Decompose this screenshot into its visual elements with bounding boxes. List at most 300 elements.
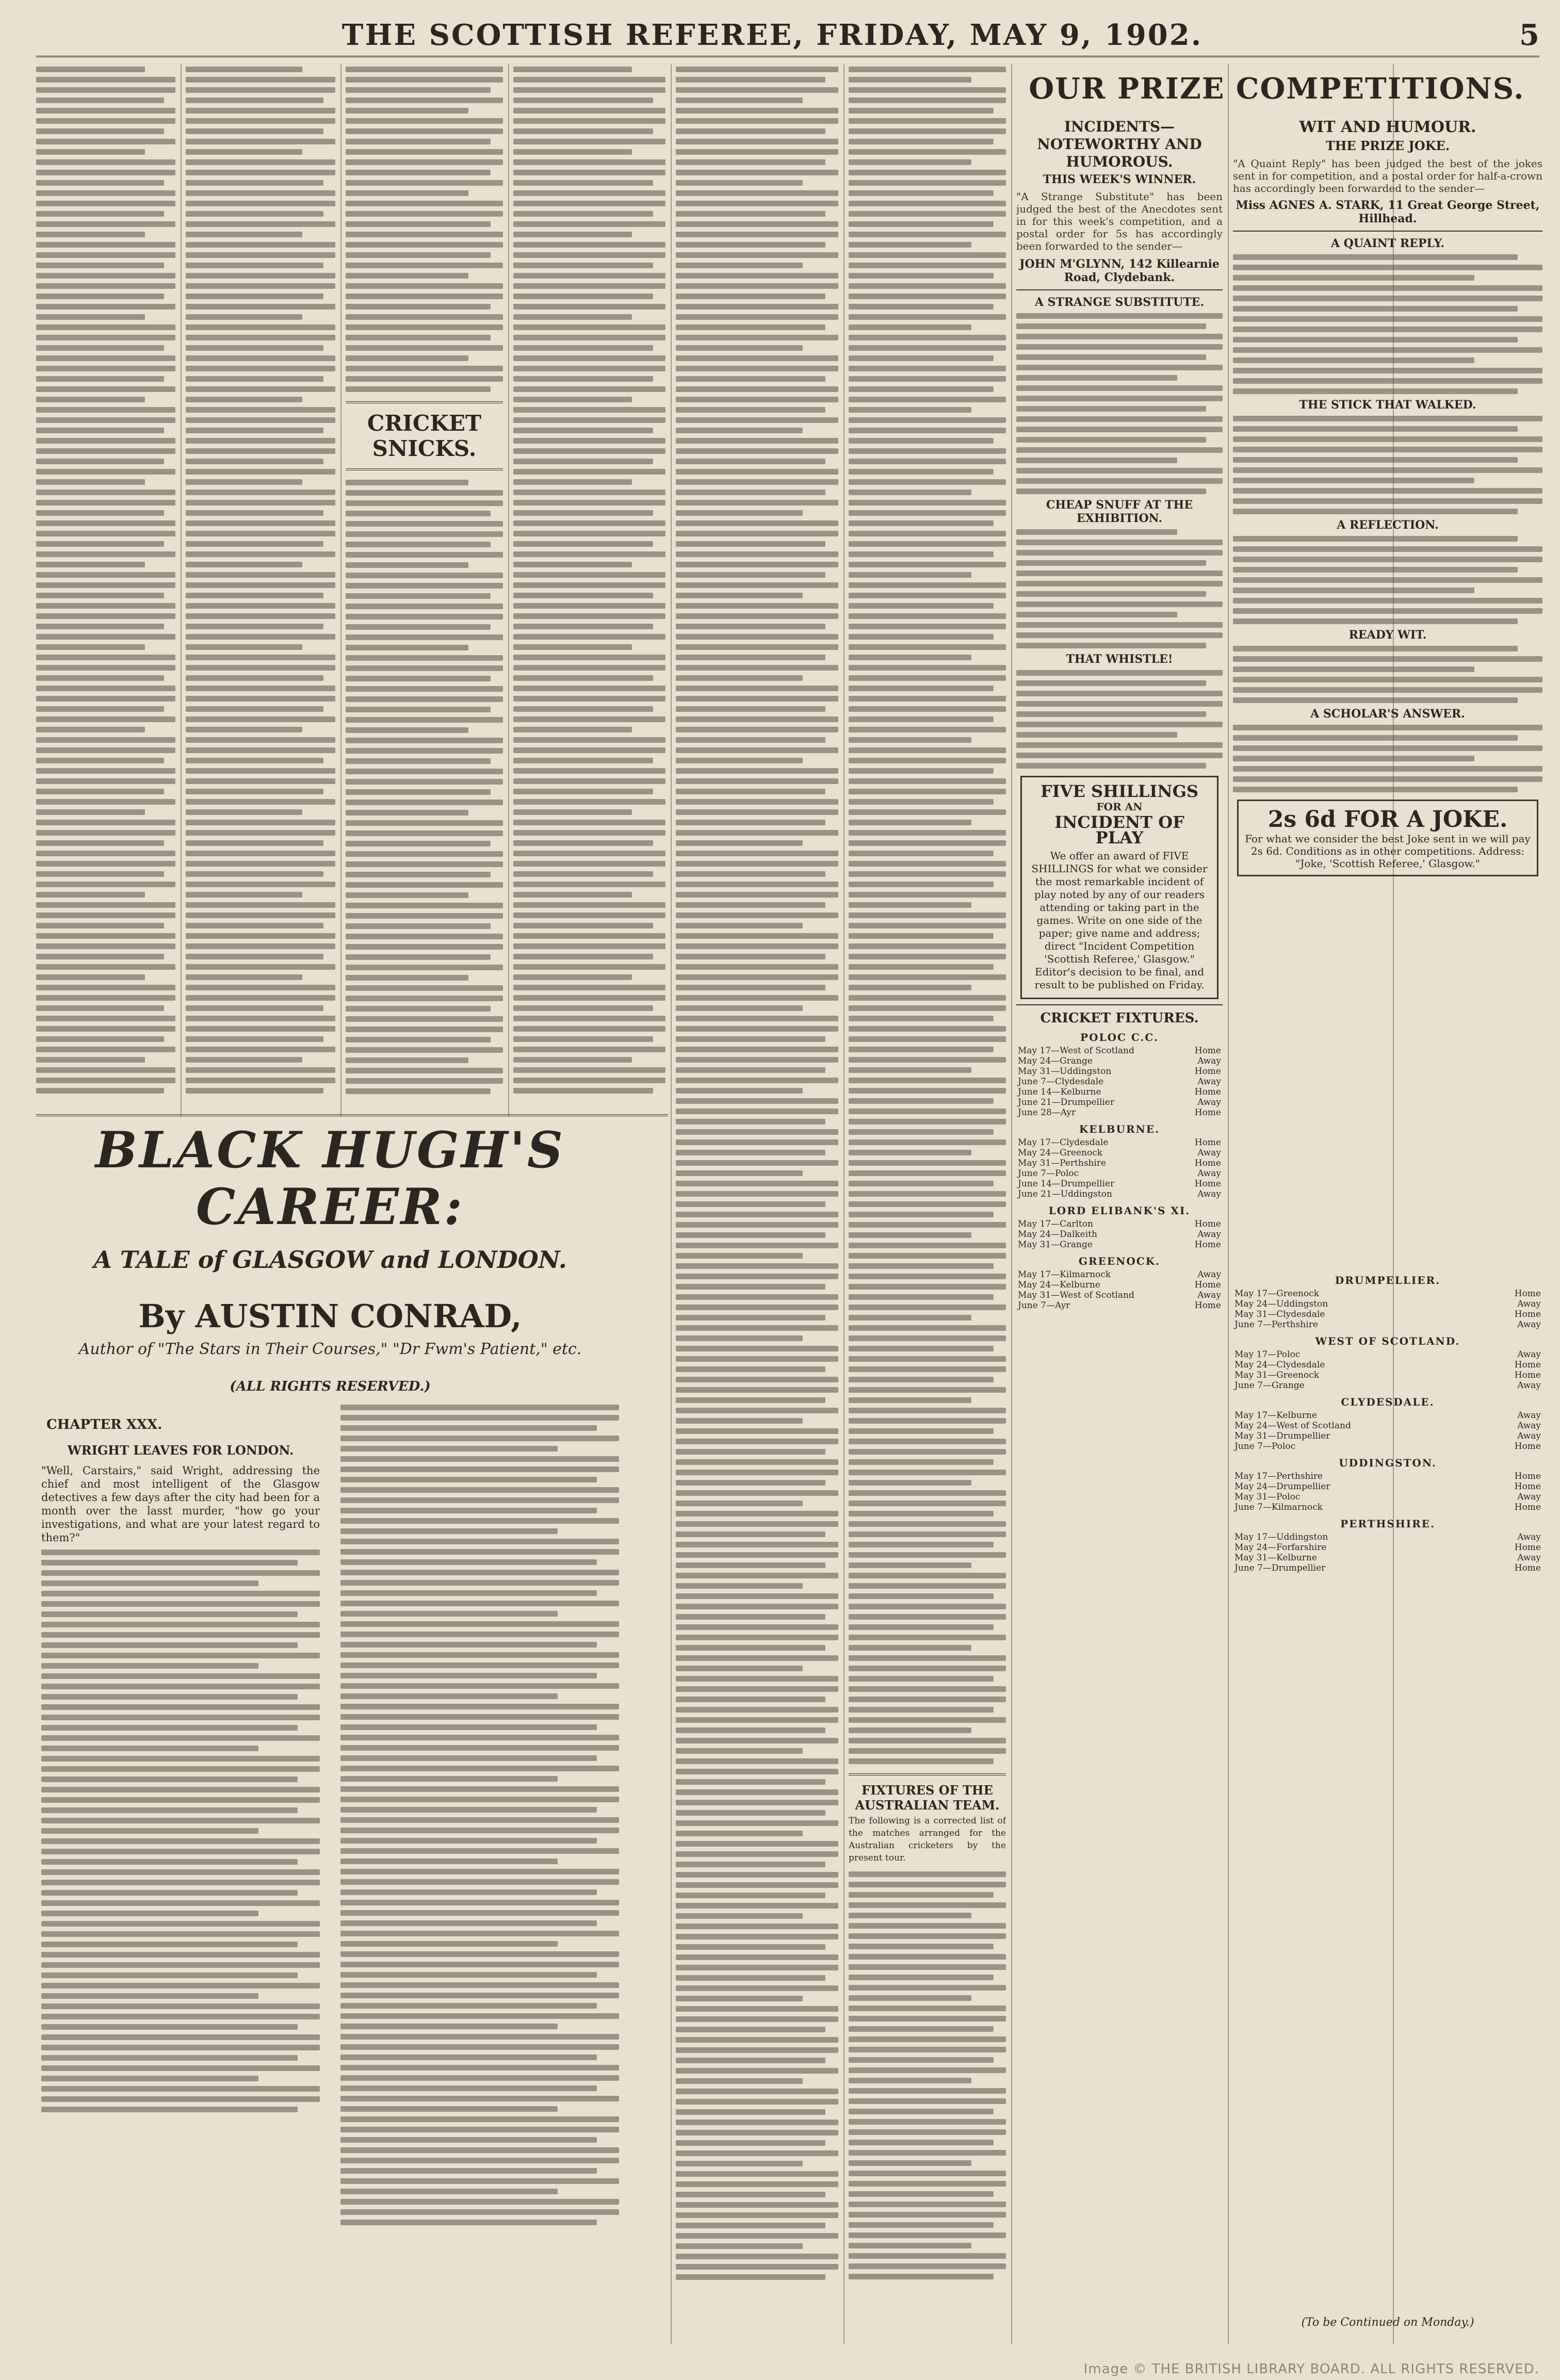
text-line	[676, 1408, 838, 1413]
text-line	[41, 1622, 320, 1627]
text-line	[513, 943, 665, 949]
text-line	[676, 655, 825, 660]
text-line	[849, 2088, 1006, 2094]
text-line	[36, 830, 175, 836]
text-line	[849, 180, 1006, 186]
text-line	[676, 1655, 838, 1661]
text-line	[849, 799, 994, 805]
text-line	[36, 170, 175, 175]
five-shillings-body: We offer an award of FIVE SHILLINGS for what we consider the most remarkable incident of play noted by any of our readers attending or taking part in the games. Write on one side of the paper; give name and address; direct "Incident Competition 'Scottish Referee,' Glasgow." Editor's decision to be final, and result to be published on Friday.	[1031, 850, 1208, 991]
all-rights-reserved: (ALL RIGHTS RESERVED.)	[230, 1379, 431, 1394]
text-line	[676, 2130, 838, 2136]
text-line	[1233, 608, 1542, 614]
text-line	[513, 830, 665, 836]
text-line	[849, 448, 1006, 454]
text-line	[676, 1428, 838, 1434]
text-line	[849, 613, 1006, 619]
text-line	[513, 995, 665, 1001]
text-line	[1233, 687, 1542, 693]
text-line	[676, 1882, 838, 1888]
text-line	[849, 923, 1006, 928]
text-line	[36, 572, 175, 578]
text-line	[513, 964, 665, 970]
text-line	[346, 366, 503, 371]
text-line	[1233, 577, 1542, 583]
text-line	[849, 2006, 1006, 2011]
text-line	[513, 985, 665, 990]
text-line	[340, 1528, 558, 1534]
text-line	[41, 1973, 298, 1978]
text-line	[346, 552, 503, 558]
text-line	[340, 1786, 619, 1792]
text-line	[513, 428, 653, 433]
text-line	[340, 2178, 619, 2184]
fixture-row: May 17—Poloc Away	[1234, 1349, 1541, 1360]
text-line	[41, 1766, 320, 1772]
text-line	[36, 397, 145, 402]
text-line	[849, 1232, 971, 1238]
text-line	[41, 1787, 320, 1792]
text-line	[41, 1580, 258, 1586]
text-line	[849, 933, 994, 939]
text-line	[186, 1057, 302, 1063]
text-line	[340, 2106, 558, 2112]
text-line	[676, 2078, 803, 2084]
text-line	[849, 1645, 971, 1651]
text-line	[849, 263, 1006, 268]
text-line	[1233, 457, 1518, 463]
column-cricket-news	[676, 64, 838, 2344]
text-line	[676, 283, 838, 289]
text-line	[1016, 550, 1223, 556]
text-line	[186, 149, 302, 155]
text-line	[849, 397, 1006, 402]
text-line	[36, 438, 175, 444]
text-line	[849, 716, 994, 722]
text-line	[186, 706, 323, 712]
text-line	[346, 283, 503, 289]
text-line	[36, 789, 164, 794]
fixture-row: May 24—Clydesdale Home	[1234, 1360, 1541, 1370]
cheap-snuff-heading: CHEAP SNUFF AT THE EXHIBITION.	[1046, 498, 1193, 525]
text-line	[676, 1666, 803, 1671]
text-line	[513, 593, 653, 598]
text-line	[41, 1931, 320, 1937]
text-line	[849, 345, 1006, 351]
text-line	[1233, 546, 1542, 552]
text-line	[186, 985, 335, 990]
text-line	[36, 273, 175, 279]
text-line	[676, 706, 825, 712]
text-line	[1233, 306, 1518, 312]
column-incidents	[1016, 116, 1223, 2344]
text-line	[346, 355, 468, 361]
text-line	[676, 1387, 838, 1393]
text-line	[849, 1573, 1006, 1578]
text-line	[346, 511, 491, 516]
text-line	[186, 479, 302, 485]
text-line	[676, 1212, 838, 1217]
text-line	[186, 902, 335, 908]
text-line	[41, 1756, 320, 1762]
text-line	[346, 1088, 491, 1094]
text-line	[346, 376, 503, 382]
text-line	[849, 1542, 994, 1547]
five-shillings-for: FOR AN	[1096, 801, 1143, 813]
text-line	[676, 1325, 838, 1331]
text-line	[186, 675, 323, 681]
text-line	[676, 1160, 838, 1166]
text-line	[1016, 691, 1223, 696]
text-line	[36, 1026, 175, 1032]
text-line	[1233, 766, 1542, 772]
fixture-club-heading: POLOC C.C.	[1080, 1031, 1159, 1044]
text-line	[676, 490, 825, 495]
text-line	[340, 1405, 619, 1410]
text-line	[1016, 643, 1206, 648]
text-line	[676, 77, 825, 83]
text-line	[849, 892, 1006, 898]
text-line	[1016, 385, 1223, 391]
text-line	[676, 1139, 838, 1145]
text-line	[41, 1838, 320, 1844]
text-line	[1016, 334, 1223, 339]
text-line	[849, 1408, 1006, 1413]
text-line	[1016, 447, 1223, 453]
text-line	[513, 139, 665, 144]
text-line	[513, 345, 653, 351]
text-line	[676, 1738, 838, 1743]
text-line	[346, 211, 503, 217]
text-line	[849, 376, 1006, 382]
text-line	[676, 1459, 838, 1465]
text-line	[676, 345, 803, 351]
text-line	[41, 1642, 298, 1648]
text-line	[36, 747, 175, 753]
serial-author: By AUSTIN CONRAD,	[138, 1297, 522, 1335]
text-line	[849, 428, 1006, 433]
text-line	[849, 469, 994, 475]
text-line	[346, 232, 503, 237]
text-line	[849, 2171, 1006, 2176]
text-line	[676, 1944, 825, 1950]
serial-author-credits: Author of "The Stars in Their Courses," "Dr Fwm's Patient," etc.	[78, 1340, 582, 1358]
text-line	[340, 2158, 619, 2163]
text-line	[36, 727, 145, 732]
column-wit-humour	[1233, 116, 1542, 1302]
text-line	[676, 1232, 825, 1238]
fixture-table	[1016, 1046, 1223, 1118]
text-line	[513, 871, 653, 877]
text-line	[676, 1697, 825, 1702]
text-line	[513, 520, 665, 526]
text-line	[513, 1088, 653, 1094]
text-line	[41, 1663, 258, 1669]
text-line	[676, 2171, 838, 2177]
text-line	[849, 634, 994, 640]
fixture-table	[1233, 1349, 1542, 1391]
text-line	[186, 211, 323, 217]
text-line	[36, 314, 145, 320]
divider	[346, 468, 503, 470]
text-line	[676, 943, 838, 949]
text-line	[849, 1635, 1006, 1640]
text-line	[676, 1016, 838, 1021]
text-line	[186, 417, 335, 423]
text-line	[186, 1036, 323, 1042]
text-line	[676, 1057, 838, 1063]
text-line	[849, 851, 994, 856]
text-line	[186, 1016, 335, 1021]
text-line	[849, 1109, 1006, 1114]
text-line	[186, 77, 335, 83]
text-line	[186, 87, 335, 93]
text-line	[849, 77, 971, 83]
text-line	[340, 1549, 619, 1555]
text-line	[676, 294, 825, 299]
text-line	[849, 1428, 994, 1434]
text-line	[36, 479, 145, 485]
text-line	[186, 1047, 335, 1052]
page-title: THE SCOTTISH REFEREE, FRIDAY, MAY 9, 1902.	[342, 18, 1203, 52]
text-line	[676, 1501, 803, 1506]
text-line	[849, 706, 1006, 712]
text-line	[676, 2089, 838, 2094]
text-line	[340, 1910, 619, 1916]
text-line	[41, 1880, 320, 1885]
text-line	[346, 480, 468, 485]
text-line	[849, 551, 994, 557]
text-line	[346, 696, 503, 702]
text-line	[186, 294, 323, 299]
text-line	[513, 118, 665, 124]
text-line	[849, 2191, 994, 2197]
text-line	[346, 738, 503, 743]
text-line	[849, 2057, 994, 2063]
text-line	[186, 1005, 323, 1011]
text-line	[676, 758, 803, 763]
text-line	[849, 1521, 1006, 1527]
text-line	[1016, 458, 1177, 463]
text-line	[849, 655, 971, 660]
text-line	[186, 355, 335, 361]
text-line	[513, 190, 665, 196]
text-line	[36, 201, 175, 206]
text-line	[513, 778, 665, 784]
text-line	[513, 789, 653, 794]
text-line	[346, 820, 503, 826]
five-shillings-box	[1020, 776, 1218, 999]
text-line	[186, 500, 335, 506]
text-line	[849, 1933, 1006, 1939]
text-line	[346, 810, 468, 816]
text-line	[1233, 787, 1518, 792]
text-line	[676, 2109, 825, 2115]
incidents-winner-name: JOHN M'GLYNN, 142 Killearnie Road, Clydebank.	[1019, 257, 1220, 284]
column-cricket-cont	[513, 64, 665, 1117]
text-line	[36, 221, 175, 227]
text-line	[676, 469, 838, 475]
text-line	[849, 840, 1006, 846]
text-line	[340, 1900, 619, 1905]
text-line	[676, 314, 838, 320]
text-line	[513, 1026, 665, 1032]
text-line	[676, 97, 803, 103]
text-line	[340, 2189, 558, 2194]
text-line	[1016, 581, 1223, 586]
text-line	[186, 366, 335, 371]
text-line	[186, 974, 302, 980]
text-line	[849, 624, 1006, 629]
text-line	[186, 727, 302, 732]
text-line	[513, 1057, 632, 1063]
fixture-row: May 17—West of Scotland Home	[1018, 1046, 1221, 1056]
text-line	[1233, 588, 1474, 593]
text-line	[849, 242, 971, 248]
text-line	[849, 67, 1006, 72]
text-line	[346, 1026, 503, 1032]
text-line	[36, 665, 175, 671]
text-line	[676, 1274, 838, 1279]
text-line	[36, 716, 175, 722]
text-line	[1233, 697, 1518, 703]
text-line	[513, 77, 665, 83]
text-line	[346, 273, 468, 279]
fixture-table	[1233, 1471, 1542, 1512]
text-line	[346, 975, 468, 981]
wit-humour-heading: WIT AND HUMOUR.	[1299, 118, 1476, 136]
text-line	[186, 469, 335, 475]
text-line	[186, 820, 335, 825]
text-line	[676, 1552, 838, 1558]
fixture-row: May 24—Forfarshire Home	[1234, 1542, 1541, 1553]
text-line	[346, 170, 491, 175]
text-line	[36, 551, 175, 557]
fixture-row: June 21—Drumpellier Away	[1018, 1097, 1221, 1107]
text-line	[513, 87, 665, 93]
text-line	[513, 933, 665, 939]
text-line	[849, 118, 1006, 124]
text-line	[1016, 365, 1223, 370]
text-line	[676, 304, 838, 309]
text-line	[513, 108, 665, 113]
text-line	[513, 128, 653, 134]
text-line	[186, 624, 323, 629]
text-line	[41, 2076, 258, 2081]
text-line	[186, 180, 323, 186]
text-line	[36, 294, 164, 299]
text-line	[676, 1635, 838, 1640]
text-line	[676, 108, 838, 113]
fixture-row: May 17—Kilmarnock Away	[1018, 1269, 1221, 1280]
text-line	[340, 1962, 619, 1967]
text-line	[849, 1129, 994, 1135]
text-line	[340, 1456, 619, 1462]
text-line	[513, 809, 632, 815]
text-line	[849, 1459, 994, 1465]
text-line	[849, 1758, 994, 1764]
text-line	[340, 1807, 597, 1813]
text-line	[346, 583, 503, 589]
text-line	[41, 1632, 320, 1638]
text-line	[676, 1449, 825, 1455]
text-line	[513, 469, 665, 475]
text-line	[186, 531, 335, 536]
text-line	[1016, 763, 1206, 769]
text-line	[186, 747, 335, 753]
fixture-row: May 31—Poloc Away	[1234, 1492, 1541, 1502]
text-line	[346, 1068, 503, 1073]
text-line	[513, 954, 653, 959]
text-line	[513, 747, 665, 753]
text-line	[849, 159, 971, 165]
text-line	[186, 892, 302, 898]
text-line	[849, 1119, 1006, 1124]
text-line	[849, 459, 1006, 464]
text-line	[513, 686, 665, 691]
text-line	[849, 1016, 994, 1021]
text-line	[676, 459, 825, 464]
text-line	[346, 614, 503, 620]
text-line	[676, 923, 803, 928]
text-line	[346, 324, 503, 330]
text-line	[849, 304, 994, 309]
text-line	[676, 67, 838, 72]
text-line	[849, 1098, 994, 1104]
text-line	[513, 97, 653, 103]
text-line	[340, 1518, 619, 1524]
text-line	[849, 1583, 1006, 1589]
text-line	[36, 283, 175, 289]
text-line	[849, 1727, 971, 1733]
text-line	[346, 1006, 491, 1012]
text-line	[849, 1655, 1006, 1661]
text-line	[36, 820, 175, 825]
text-line	[36, 469, 175, 475]
text-line	[41, 1797, 320, 1803]
text-line	[849, 686, 994, 691]
substitute-heading: A STRANGE SUBSTITUTE.	[1034, 296, 1205, 309]
text-line	[676, 2027, 825, 2032]
text-line	[340, 1508, 597, 1513]
text-line	[849, 2160, 971, 2166]
text-line	[676, 1109, 838, 1114]
text-line	[1016, 488, 1206, 494]
text-line	[186, 644, 302, 650]
text-line	[1016, 753, 1223, 758]
text-line	[676, 572, 825, 578]
text-line	[849, 820, 971, 825]
fixture-club-heading: DRUMPELLIER.	[1335, 1274, 1441, 1286]
prize-joke-winner: Miss AGNES A. STARK, 11 Great George Street, Hillhead.	[1236, 199, 1540, 225]
text-line	[346, 128, 503, 134]
text-line	[849, 1686, 1006, 1692]
text-line	[36, 809, 145, 815]
text-line	[340, 2127, 619, 2132]
fixture-row: May 31—Drumpellier Away	[1234, 1431, 1541, 1441]
text-line	[1233, 378, 1542, 384]
text-line	[340, 1652, 619, 1658]
text-line	[849, 1139, 1006, 1145]
text-line	[346, 954, 491, 960]
text-line	[849, 1294, 994, 1300]
text-line	[36, 923, 164, 928]
text-line	[36, 232, 145, 237]
text-line	[513, 242, 665, 248]
text-line	[513, 912, 665, 918]
column-rule	[843, 64, 844, 2344]
text-line	[513, 665, 665, 671]
